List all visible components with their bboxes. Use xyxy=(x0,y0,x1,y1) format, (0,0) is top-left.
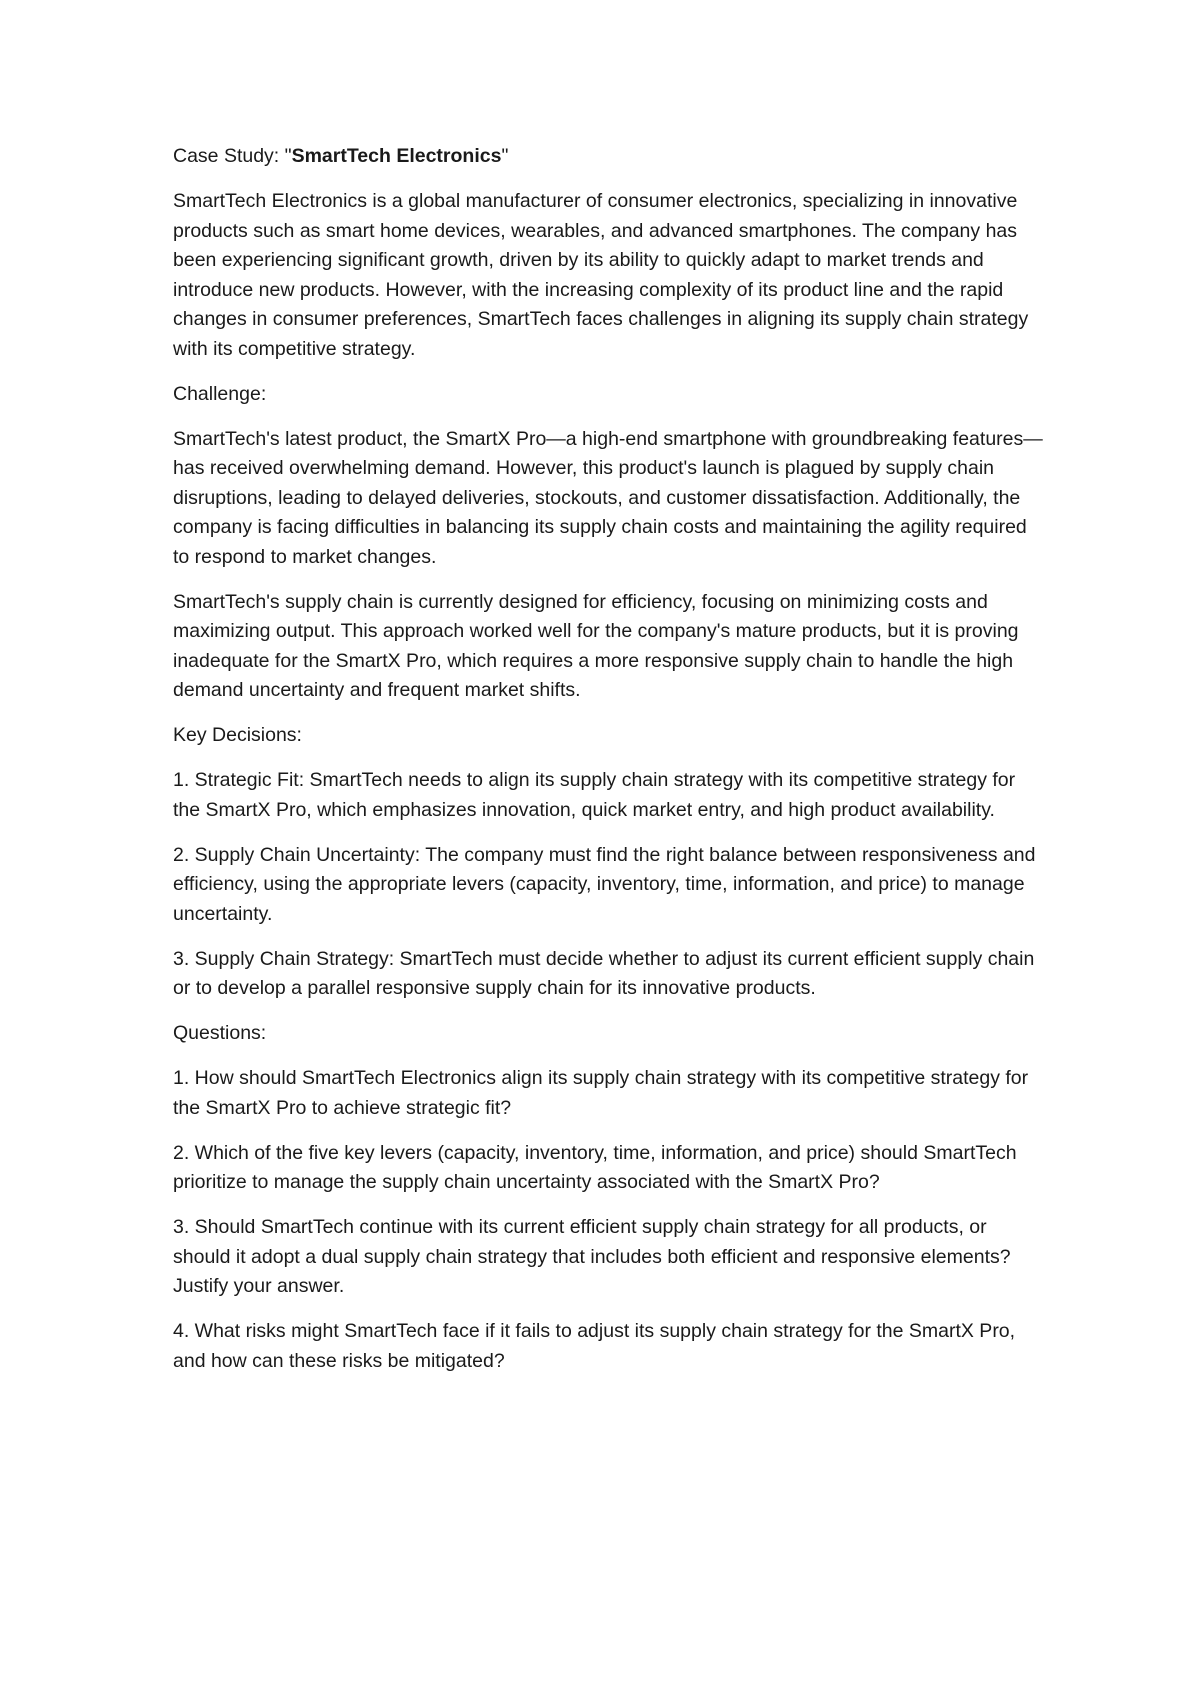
question-item: 1. How should SmartTech Electronics align its supply chain strategy with its competitive strategy for the SmartX Pro to achieve strategic fit? xyxy=(173,1067,1029,1119)
challenge-heading: Challenge: xyxy=(173,382,267,405)
intro-paragraph: SmartTech Electronics is a global manufacturer of consumer electronics, specializing in innovative products such as smart home devices, wearables, and advanced smartphones. The company has been experiencing significant growth, driven by its ability to quickly adapt to market trends and introduce new products. However, with the increasing complexity of its product line and the rapid changes in consumer preferences, SmartTech faces challenges in aligning its supply chain strategy with its competitive strategy. xyxy=(173,190,1029,360)
case-study-title xyxy=(173,142,1043,172)
question-item: 4. What risks might SmartTech face if it fails to adjust its supply chain strategy for the SmartX Pro, and how can these risks be mitigated? xyxy=(173,1320,1016,1372)
key-decisions-heading: Key Decisions: xyxy=(173,724,302,746)
title-company-name: SmartTech Electronics xyxy=(291,145,502,167)
decision-item: 1. Strategic Fit: SmartTech needs to align its supply chain strategy with its competitive strategy for the SmartX Pro, which emphasizes innovation, quick market entry, and high product availability. xyxy=(173,769,1016,821)
decision-item: 2. Supply Chain Uncertainty: The company must find the right balance between responsiveness and efficiency, using the appropriate levers (capacity, inventory, time, information, and price) to manage uncertainty. xyxy=(173,843,1036,925)
challenge-paragraph: SmartTech's supply chain is currently designed for efficiency, focusing on minimizing costs and maximizing output. This approach worked well for the company's mature products, but it is proving inadequate for the SmartX Pro, which requires a more responsive supply chain to handle the high demand uncertainty and frequent market shifts. xyxy=(173,590,1019,701)
title-suffix: " xyxy=(501,145,509,167)
title-prefix: Case Study: " xyxy=(173,145,292,167)
questions-heading: Questions: xyxy=(173,1022,267,1044)
challenge-paragraph: SmartTech's latest product, the SmartX Pro—a high-end smartphone with groundbreaking features—has received overwhelming demand. However, this product's launch is plagued by supply chain disruptions, leading to delayed deliveries, stockouts, and customer dissatisfaction. Additionally, the company is facing difficulties in balancing its supply chain costs and maintaining the agility required to respond to market changes. xyxy=(173,427,1043,568)
decision-item: 3. Supply Chain Strategy: SmartTech must decide whether to adjust its current efficient supply chain or to develop a parallel responsive supply chain for its innovative products. xyxy=(173,947,1035,999)
document-body xyxy=(173,142,1043,1392)
question-item: 2. Which of the five key levers (capacity, inventory, time, information, and price) should SmartTech prioritize to manage the supply chain uncertainty associated with the SmartX Pro? xyxy=(173,1141,1017,1193)
question-item: 3. Should SmartTech continue with its current efficient supply chain strategy for all products, or should it adopt a dual supply chain strategy that includes both efficient and responsive elements? Justify your answer. xyxy=(173,1216,1011,1297)
